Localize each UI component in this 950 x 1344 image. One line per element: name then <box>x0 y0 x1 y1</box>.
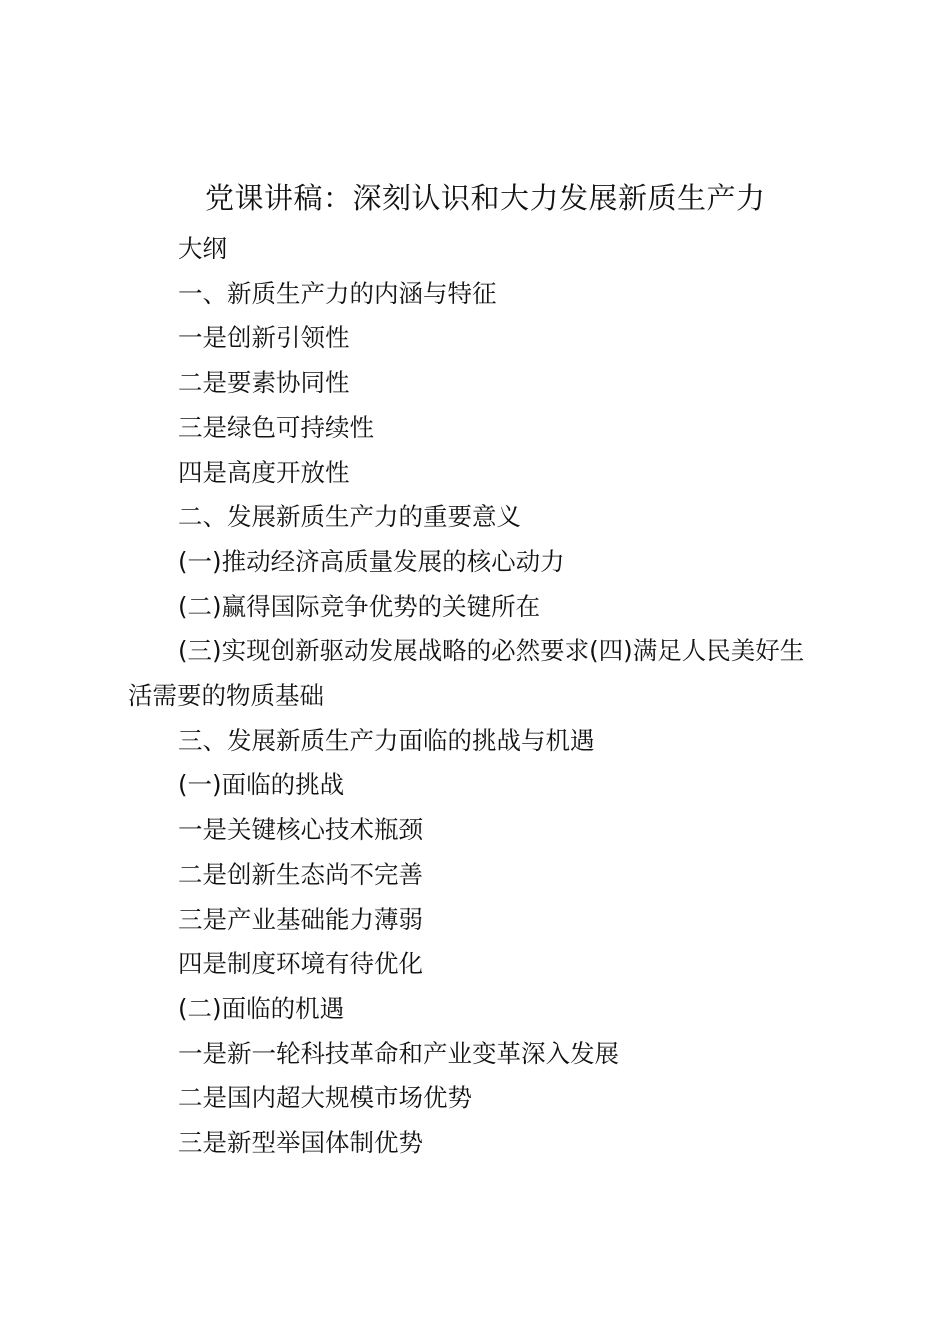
outline-item: 二是创新生态尚不完善 <box>178 859 423 889</box>
outline <box>128 227 828 1166</box>
outline-item: 一是新一轮科技革命和产业变革深入发展 <box>178 1038 619 1068</box>
outline-item: 三是产业基础能力薄弱 <box>178 904 423 934</box>
outline-item: 一是关键核心技术瓶颈 <box>178 815 423 845</box>
outline-heading: 大纲 <box>178 234 227 263</box>
outline-item: (一)推动经济高质量发展的核心动力 <box>178 546 565 576</box>
outline-item: 三是绿色可持续性 <box>178 412 374 442</box>
outline-paragraph: (三)实现创新驱动发展战略的必然要求(四)满足人民美好生活需要的物质基础 <box>128 636 805 711</box>
outline-item: 二是要素协同性 <box>178 368 350 398</box>
section-heading: 二、发展新质生产力的重要意义 <box>178 502 521 532</box>
outline-item: (二)赢得国际竞争优势的关键所在 <box>178 591 541 621</box>
outline-item: 四是高度开放性 <box>178 457 350 487</box>
outline-item: (二)面临的机遇 <box>178 993 345 1023</box>
outline-item: 二是国内超大规模市场优势 <box>178 1083 472 1113</box>
document-title: 党课讲稿：深刻认识和大力发展新质生产力 <box>205 181 766 215</box>
outline-item: 三是新型举国体制优势 <box>178 1128 423 1158</box>
outline-item: (一)面临的挑战 <box>178 770 345 800</box>
outline-item: 四是制度环境有待优化 <box>178 949 423 979</box>
section-heading: 一、新质生产力的内涵与特征 <box>178 278 497 308</box>
outline-item: 一是创新引领性 <box>178 323 350 353</box>
section-heading: 三、发展新质生产力面临的挑战与机遇 <box>178 725 595 755</box>
